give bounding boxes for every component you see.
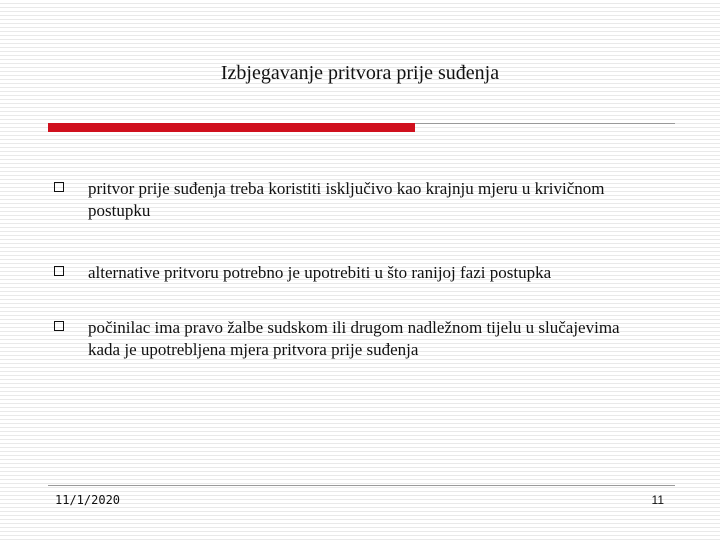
bullet-text: alternative pritvoru potrebno je upotrebiti u što ranijoj fazi postupka bbox=[88, 263, 552, 282]
footer-divider-line bbox=[48, 485, 675, 486]
bullet-item bbox=[52, 317, 648, 361]
hollow-square-icon bbox=[54, 266, 64, 276]
hollow-square-icon bbox=[54, 182, 64, 192]
bullet-item bbox=[52, 178, 648, 222]
slide-number: 11 bbox=[651, 493, 664, 507]
title-accent-bar bbox=[48, 123, 415, 132]
bullet-text: počinilac ima pravo žalbe sudskom ili drugom nadležnom tijelu u slučajevima kada je upotrebljena mjera pritvora prije suđenja bbox=[88, 318, 620, 359]
slide-title: Izbjegavanje pritvora prije suđenja bbox=[220, 62, 500, 84]
hollow-square-icon bbox=[54, 321, 64, 331]
bullet-text: pritvor prije suđenja treba koristiti isključivo kao krajnju mjeru u krivičnom postupku bbox=[88, 179, 605, 220]
footer-date: 11/1/2020 bbox=[55, 493, 121, 507]
bullet-item bbox=[52, 262, 698, 284]
